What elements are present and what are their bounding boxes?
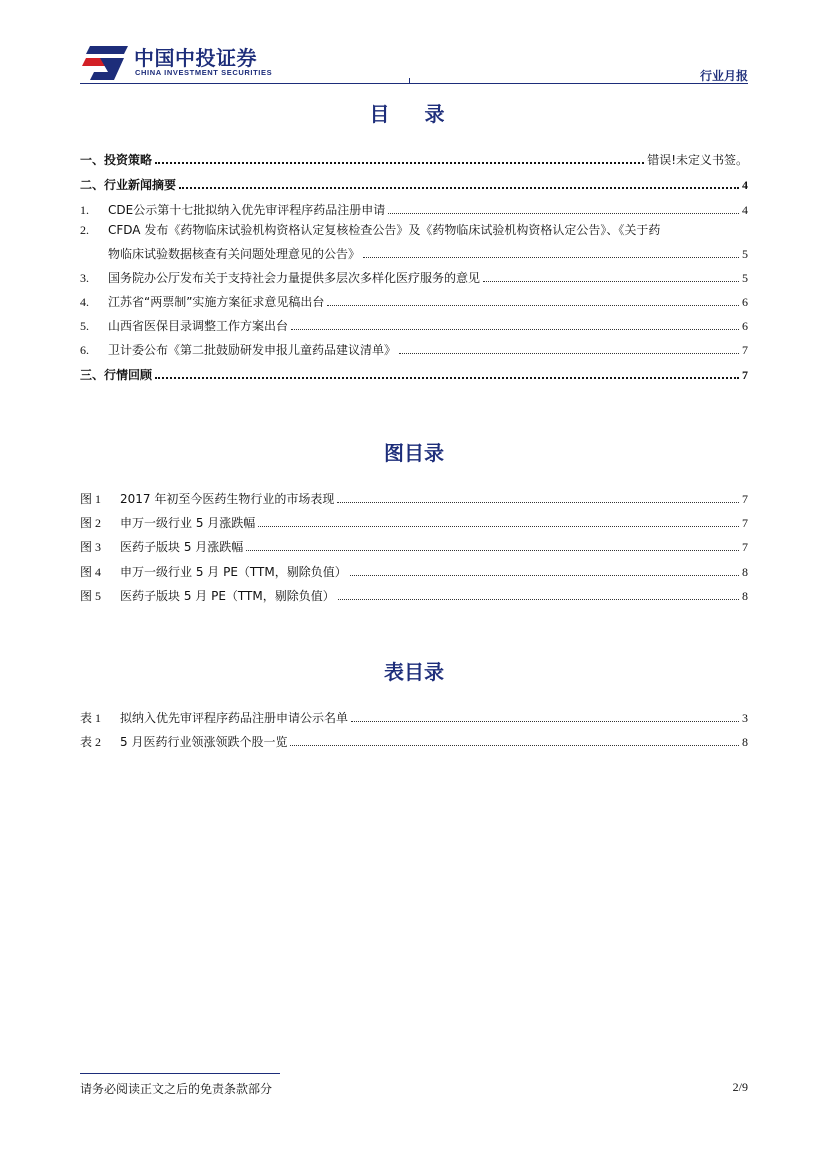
table-entry-1[interactable] <box>80 706 748 726</box>
toc-entry-number: 2. <box>80 223 89 237</box>
toc-entry-industry-news[interactable] <box>80 173 748 193</box>
figure-entry-1[interactable] <box>80 487 748 507</box>
toc-title: 目 录 <box>369 102 459 126</box>
table-tag: 表 1 <box>80 711 102 725</box>
leader-dots <box>155 162 644 164</box>
leader-dots <box>351 721 739 722</box>
leader-dots <box>246 550 739 551</box>
toc-entry-page: 4 <box>742 203 748 217</box>
page-header <box>80 44 748 86</box>
table-label: 5 月医药行业领涨领跌个股一览 <box>120 735 288 749</box>
figure-tag: 图 3 <box>80 540 102 554</box>
toc-entry-3[interactable] <box>80 266 748 286</box>
figure-page: 7 <box>742 540 748 554</box>
toc-entry-investment-strategy[interactable] <box>80 148 748 168</box>
figure-label: 医药子版块 5 月 PE（TTM，剔除负值） <box>120 589 335 603</box>
figure-entry-3[interactable] <box>80 535 748 555</box>
toc-entry-page: 7 <box>742 343 748 357</box>
figure-list-title: 图目录 <box>384 441 444 465</box>
figure-entry-2[interactable] <box>80 511 748 531</box>
leader-dots <box>399 353 739 354</box>
figure-page: 8 <box>742 565 748 579</box>
toc-entry-4[interactable] <box>80 290 748 310</box>
table-list-title: 表目录 <box>384 660 444 684</box>
logo-mark-icon <box>80 46 128 80</box>
leader-dots <box>483 281 739 282</box>
figure-label: 2017 年初至今医药生物行业的市场表现 <box>120 492 335 506</box>
figure-page: 8 <box>742 589 748 603</box>
figure-page: 7 <box>742 516 748 530</box>
toc-entry-page: 7 <box>742 368 748 382</box>
leader-dots <box>388 213 739 214</box>
leader-dots <box>290 745 739 746</box>
figure-page: 7 <box>742 492 748 506</box>
toc-entry-number: 1. <box>80 203 89 217</box>
toc-entry-label: 一、投资策略 <box>80 153 153 167</box>
figure-label: 申万一级行业 5 月涨跌幅 <box>120 516 256 530</box>
leader-dots <box>350 575 739 576</box>
toc-entry-label: 山西省医保目录调整工作方案出台 <box>108 319 289 333</box>
leader-dots <box>291 329 739 330</box>
toc-entry-page: 6 <box>742 319 748 333</box>
toc-entry-label: 二、行业新闻摘要 <box>80 178 177 192</box>
toc-entry-label: 卫计委公布《第二批鼓励研发申报儿童药品建议清单》 <box>108 343 397 357</box>
logo-english-name: CHINA INVESTMENT SECURITIES <box>135 68 273 77</box>
toc-entry-label: CFDA 发布《药物临床试验机构资格认定复核检查公告》及《药物临床试验机构资格认定公告》、《关于药 <box>108 223 661 237</box>
figure-label: 医药子版块 5 月涨跌幅 <box>120 540 244 554</box>
header-divider-tick <box>409 78 410 83</box>
toc-entry-page: 错误!未定义书签。 <box>647 153 748 167</box>
toc-entry-page: 6 <box>742 295 748 309</box>
figure-tag: 图 5 <box>80 589 102 603</box>
toc-entry-6[interactable] <box>80 338 748 358</box>
leader-dots <box>363 257 739 258</box>
page-number: 2/9 <box>732 1080 748 1094</box>
toc-entry-number: 3. <box>80 271 89 285</box>
toc-entry-page: 5 <box>742 271 748 285</box>
toc-entry-label: 国务院办公厅发布关于支持社会力量提供多层次多样化医疗服务的意见 <box>108 271 481 285</box>
toc-entry-5[interactable] <box>80 314 748 334</box>
table-page: 3 <box>742 711 748 725</box>
figure-entry-4[interactable] <box>80 560 748 580</box>
figure-tag: 图 1 <box>80 492 102 506</box>
toc-entry-label-continued: 物临床试验数据核查有关问题处理意见的公告》 <box>108 247 361 261</box>
toc-entry-2-line1[interactable] <box>80 222 748 238</box>
leader-dots <box>155 377 739 379</box>
toc-entry-number: 5. <box>80 319 89 333</box>
leader-dots <box>337 502 739 503</box>
toc-entry-number: 6. <box>80 343 89 357</box>
leader-dots <box>179 187 739 189</box>
toc-entry-label: CDE公示第十七批拟纳入优先审评程序药品注册申请 <box>108 203 386 217</box>
logo-chinese-name: 中国中投证券 <box>134 46 257 70</box>
figure-tag: 图 2 <box>80 516 102 530</box>
report-type-label: 行业月报 <box>699 69 748 83</box>
toc-entry-page: 4 <box>742 178 748 192</box>
figure-entry-5[interactable] <box>80 584 748 604</box>
figure-label: 申万一级行业 5 月 PE（TTM，剔除负值） <box>120 565 347 579</box>
table-page: 8 <box>742 735 748 749</box>
header-divider <box>80 83 748 84</box>
leader-dots <box>327 305 739 306</box>
footer-disclaimer: 请务必阅读正文之后的免责条款部分 <box>80 1082 273 1096</box>
toc-entry-label: 三、行情回顾 <box>80 368 153 382</box>
toc-entry-label: 江苏省“两票制”实施方案征求意见稿出台 <box>108 295 325 309</box>
toc-entry-2-line2[interactable] <box>108 242 748 262</box>
leader-dots <box>338 599 739 600</box>
table-label: 拟纳入优先审评程序药品注册申请公示名单 <box>120 711 349 725</box>
toc-entry-market-review[interactable] <box>80 363 748 383</box>
table-tag: 表 2 <box>80 735 102 749</box>
figure-tag: 图 4 <box>80 565 102 579</box>
table-entry-2[interactable] <box>80 730 748 750</box>
leader-dots <box>258 526 739 527</box>
toc-entry-page: 5 <box>742 247 748 261</box>
footer-divider <box>80 1073 280 1074</box>
toc-entry-1[interactable] <box>80 198 748 218</box>
toc-entry-number: 4. <box>80 295 89 309</box>
